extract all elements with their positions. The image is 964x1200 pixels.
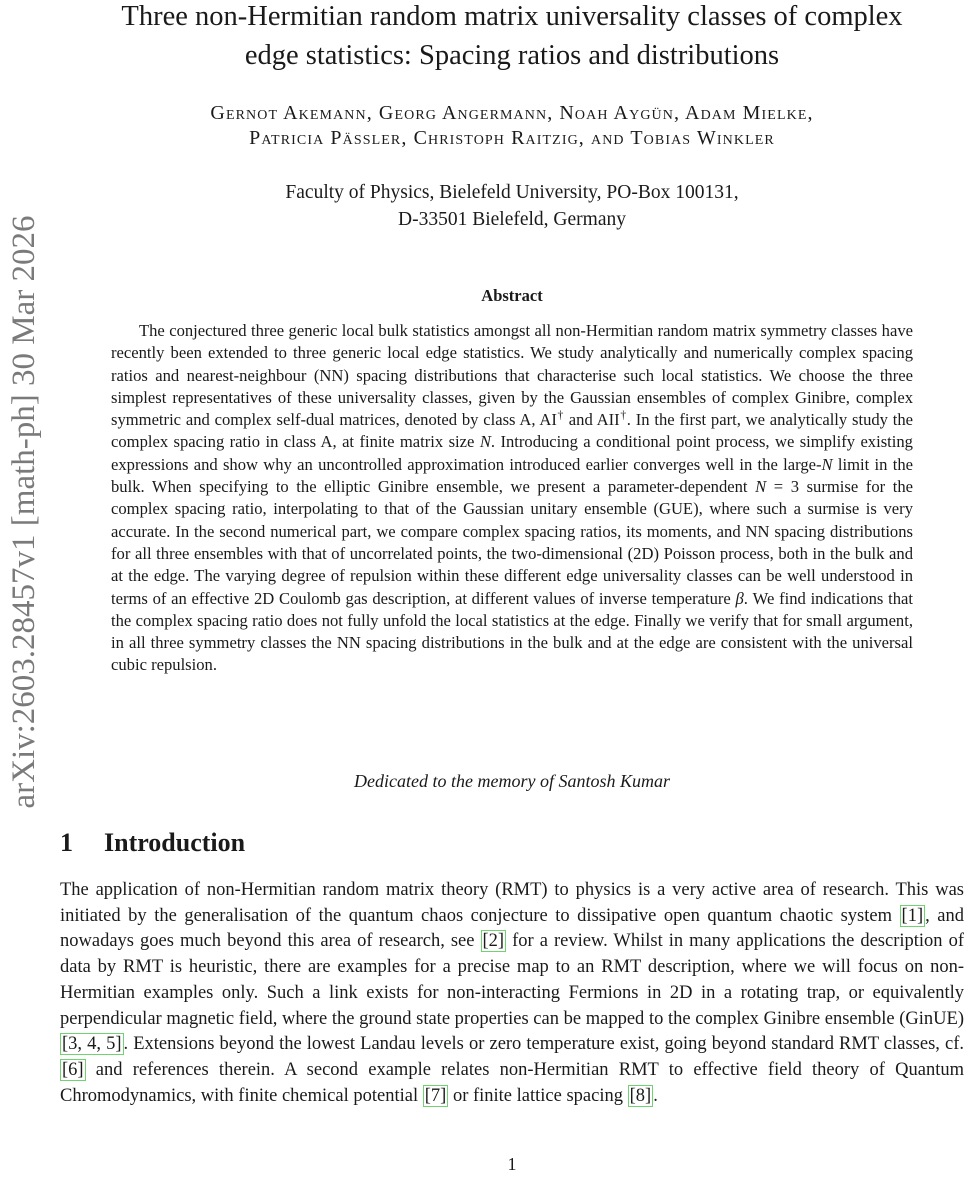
dedication: Dedicated to the memory of Santosh Kumar <box>354 771 670 791</box>
arxiv-identifier-stamp: arXiv:2603.28457v1 [math-ph] 30 Mar 2026 <box>6 215 42 809</box>
math-symbol-beta: β <box>735 588 744 608</box>
page-number: 1 <box>507 1154 517 1174</box>
paper-title-line: Three non-Hermitian random matrix universality classes of complex <box>121 1 903 32</box>
math-symbol-n: N <box>755 477 767 497</box>
abstract-text <box>111 320 913 677</box>
abstract-segment: The conjectured three generic local bulk statistics amongst all non-Hermitian random matrix symmetry classes have recently been extended to three generic local edge statistics. We study analytically and numerically complex spacing ratios and nearest-neighbour (NN) spacing distributions that characterise such local statistics. We choose the three simplest representatives of these universality classes, given by the Gaussian ensembles of complex Ginibre, complex symmetric and complex self-dual matrices, denoted by class A, AI <box>111 321 913 430</box>
abstract-segment: . In the first part, we analytically study the complex spacing ratio in class A, at finite matrix size <box>111 410 914 452</box>
abstract-segment: and AII <box>564 410 620 430</box>
abstract-segment: . We find indications that the complex spacing ratio does not fully unfold the local statistics at the edge. Finally we verify that for small argument, in all three symmetry classes the NN spacing distributions in the bulk and at the edge are consistent with the universal cubic repulsion. <box>111 588 913 675</box>
math-symbol-n: N <box>479 432 491 452</box>
citation-link[interactable]: [1] <box>901 905 924 926</box>
intro-segment: and references therein. A second example relates non-Hermitian RMT to effective field theory of Quantum Chromodynamics, with finite chemical potential <box>60 1059 964 1106</box>
math-symbol-n: N <box>821 454 833 474</box>
intro-segment: , and nowadays goes much beyond this area of research, see <box>60 905 964 952</box>
dagger-superscript: † <box>619 408 627 422</box>
abstract-segment: surmise for the complex spacing ratio, interpolating to that of the Gaussian unitary ensemble (GUE), where such a surmise is very accurate. In the second numerical part, we compare complex spacing ratios, its moments, and NN spacing distributions for all three ensembles with that of uncorrelated points, the two-dimensional (2D) Poisson process, both in the bulk and at the edge. The varying degree of repulsion within these different edge universality classes can be well understood in terms of an effective 2D Coulomb gas description, at different values of inverse temperature <box>111 477 913 608</box>
intro-segment: or finite lattice spacing <box>448 1085 628 1106</box>
section-number: 1 <box>60 828 73 857</box>
citation-link[interactable]: [3, 4, 5] <box>62 1034 122 1055</box>
affiliation <box>60 179 964 233</box>
abstract-heading: Abstract <box>481 286 543 305</box>
citation-link[interactable]: [2] <box>482 931 505 952</box>
citation-link[interactable]: [6] <box>62 1059 84 1080</box>
paper-title-line: edge statistics: Spacing ratios and distributions <box>244 40 780 71</box>
paper-title <box>60 0 964 75</box>
author-list <box>60 101 964 151</box>
author-line: Gernot Akemann, Georg Angermann, Noah Aygün, Adam Mielke, <box>210 102 814 124</box>
affiliation-line: D-33501 Bielefeld, Germany <box>398 209 626 230</box>
citation-link[interactable]: [8] <box>629 1085 652 1106</box>
section-heading-introduction <box>60 827 964 859</box>
intro-segment: . Extensions beyond the lowest Landau levels or zero temperature exist, going beyond standard RMT classes, cf. <box>123 1034 964 1055</box>
intro-segment: for a review. Whilst in many applications the description of data by RMT is heuristic, there are examples for a precise map to an RMT description, where we will focus on non-Hermitian examples only. Such a link exists for non-interacting Fermions in 2D in a rotating trap, or equivalently perpendicular magnetic field, where the ground state properties can be mapped to the complex Ginibre ensemble (GinUE) <box>60 931 964 1029</box>
abstract-segment: . Introducing a conditional point process, we simplify existing expressions and show why an uncontrolled approximation introduced earlier converges well in the large- <box>111 432 913 474</box>
introduction-paragraph <box>60 878 964 1109</box>
intro-segment: The application of non-Hermitian random matrix theory (RMT) to physics is a very active area of research. This was initiated by the generalisation of the quantum chaos conjecture to dissipative open quantum chaotic system <box>60 880 964 926</box>
affiliation-line: Faculty of Physics, Bielefeld University, PO-Box 100131, <box>285 182 739 203</box>
abstract-segment: limit in the bulk. When specifying to the elliptic Ginibre ensemble, we present a parameter-dependent <box>111 454 913 497</box>
math-equation: = 3 <box>766 477 800 497</box>
citation-link[interactable]: [7] <box>424 1085 447 1106</box>
author-line: Patricia Pässler, Christoph Raitzig, and Tobias Winkler <box>249 127 775 149</box>
intro-segment: . <box>653 1085 658 1106</box>
dagger-superscript: † <box>556 408 564 422</box>
section-title: Introduction <box>104 828 246 857</box>
